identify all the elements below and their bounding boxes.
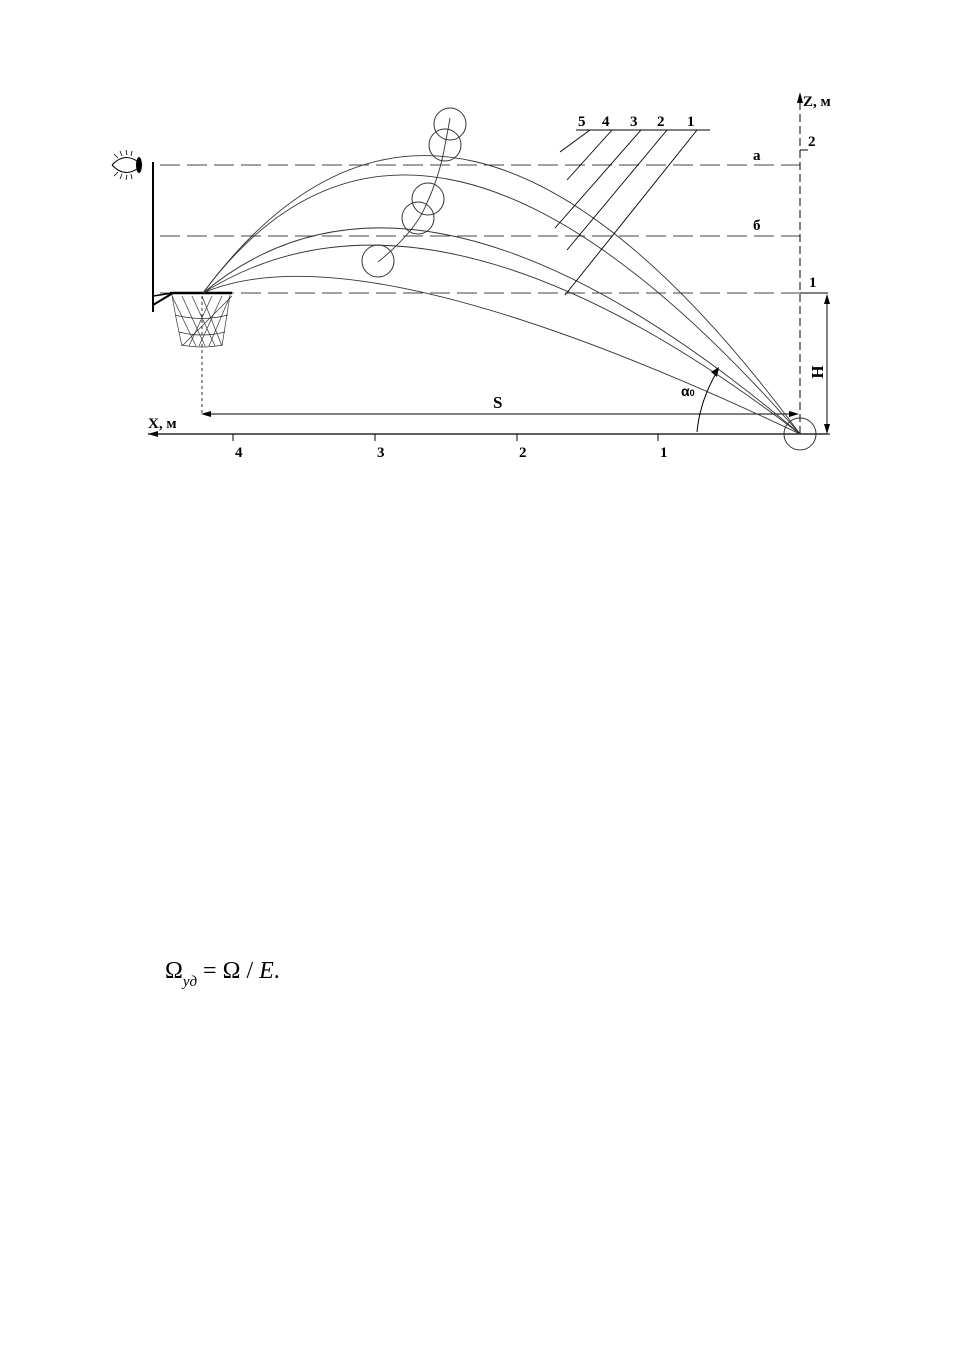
apex-locus-curve xyxy=(378,118,450,262)
h-arrow-bottom xyxy=(824,424,830,434)
leader-2 xyxy=(567,130,667,250)
ball-apex-5 xyxy=(434,108,466,140)
formula-lhs: Ω xyxy=(165,958,183,984)
z-tick-label-2: 2 xyxy=(808,134,816,150)
ball-apex-1 xyxy=(362,245,394,277)
angle-subscript: 0 xyxy=(689,388,695,398)
distance-label: S xyxy=(493,393,503,412)
curve-label-1: 1 xyxy=(687,114,695,130)
formula-rhs-omega: Ω xyxy=(222,958,241,984)
eye-icon xyxy=(112,150,142,180)
line-label-a: а xyxy=(753,148,761,164)
x-tick-label-3: 3 xyxy=(377,445,385,461)
angle-arc xyxy=(697,370,718,432)
formula-slash: / xyxy=(240,958,260,984)
formula-equals: = xyxy=(197,958,223,984)
curve-label-3: 3 xyxy=(630,114,638,130)
leader-4 xyxy=(567,130,612,180)
formula-dot: . xyxy=(273,958,280,984)
h-arrow-top xyxy=(824,294,830,304)
ball-apex-2 xyxy=(402,202,434,234)
x-tick-label-1: 1 xyxy=(660,445,668,461)
x-axis-label: X, м xyxy=(148,416,177,432)
x-tick-label-2: 2 xyxy=(519,445,527,461)
curve-label-5: 5 xyxy=(578,114,586,130)
s-arrow-right xyxy=(789,411,799,417)
z-tick-label-1: 1 xyxy=(809,275,817,291)
height-label: H xyxy=(808,365,827,379)
s-arrow-left xyxy=(201,411,211,417)
x-tick-label-4: 4 xyxy=(235,445,243,461)
ball-apex-3 xyxy=(412,183,444,215)
formula-lhs-subscript: уд xyxy=(182,974,198,990)
angle-symbol: α xyxy=(681,383,690,399)
curve-label-4: 4 xyxy=(602,114,610,130)
curve-label-2: 2 xyxy=(657,114,665,130)
leader-5 xyxy=(560,130,590,152)
z-axis-label: Z, м xyxy=(803,94,831,110)
formula xyxy=(165,958,280,990)
formula-rhs-e: E xyxy=(259,958,274,984)
line-label-b: б xyxy=(753,218,761,234)
trajectory-diagram xyxy=(0,0,954,520)
